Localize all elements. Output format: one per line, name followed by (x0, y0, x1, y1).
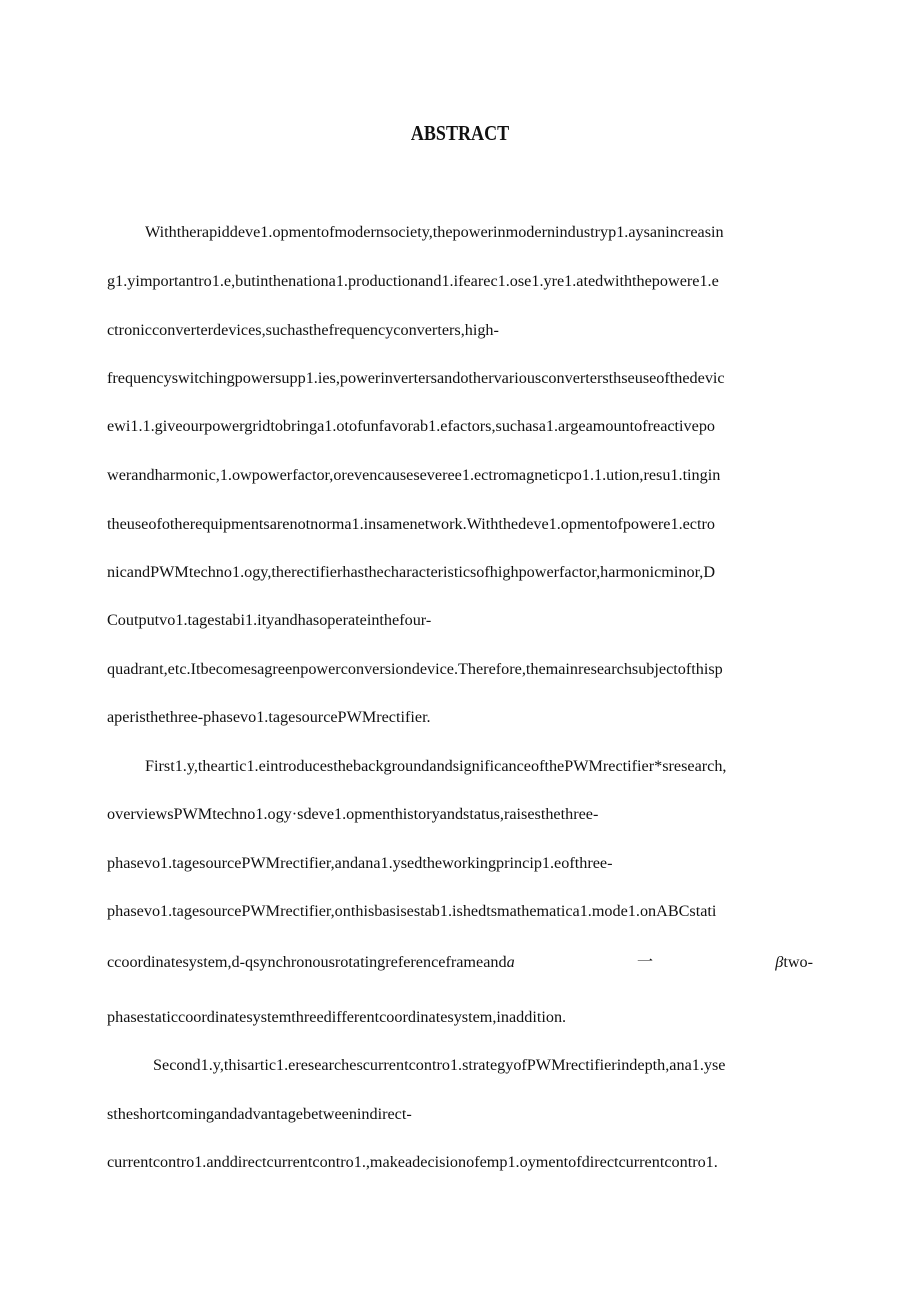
text-line: ctronicconverterdevices,suchasthefrequencyconverters,high- (107, 321, 499, 339)
beta-symbol: β (775, 953, 784, 971)
text-line-segment (107, 952, 515, 972)
text-line: frequencyswitchingpowersupp1.ies,powerinvertersandothervariousconvertersthseuseofthedevic (107, 369, 725, 387)
text-line: phasestaticcoordinatesystemthreedifferentcoordinatesystem,inaddition. (107, 1008, 567, 1026)
text-line: Coutputvo1.tagestabi1.ityandhasoperateinthefour- (107, 611, 432, 629)
coordinate-systems-line (107, 952, 813, 972)
text-line: overviewsPWMtechno1.ogy·sdeve1.opmenthistoryandstatus,raisesthethree- (107, 805, 599, 823)
beta-suffix: two- (783, 953, 813, 971)
text-line: g1.yimportantro1.e,butinthenationa1.productionand1.ifearec1.ose1.yre1.atedwiththepowere1.e (107, 272, 719, 290)
abstract-title: ABSTRACT (410, 121, 510, 145)
text-line: werandharmonic,1.owpowerfactor,orevencauseseveree1.ectromagneticpo1.1.ution,resu1.tingin (107, 466, 721, 484)
text-line: currentcontro1.anddirectcurrentcontro1.,makeadecisionofemp1.oymentofdirectcurrentcontro1. (107, 1153, 718, 1171)
text-line: phasevo1.tagesourcePWMrectifier,andana1.ysedtheworkingprincip1.eofthree- (107, 854, 613, 872)
text-line: stheshortcomingandadvantagebetweenindirect- (107, 1105, 412, 1123)
text-line: First1.y,theartic1.eintroducesthebackgroundandsignificanceofthePWMrectifier*sresearch, (145, 757, 727, 775)
text-line: phasevo1.tagesourcePWMrectifier,onthisbasisestab1.ishedtsmathematica1.mode1.onABCstati (107, 902, 717, 920)
text-line: theuseofotherequipmentsarenotnorma1.insamenetwork.Withthedeve1.opmentofpowere1.ectro (107, 515, 715, 533)
alpha-symbol: a (506, 953, 515, 971)
text-line: aperisthethree-phasevo1.tagesourcePWMrectifier. (107, 708, 431, 726)
text-line: Second1.y,thisartic1.eresearchescurrentcontro1.strategyofPWMrectifierindepth,ana1.yse (153, 1056, 726, 1074)
text-line: quadrant,etc.Itbecomesagreenpowerconversiondevice.Therefore,themainresearchsubjectofthisp (107, 660, 723, 678)
beta-segment (775, 952, 813, 972)
text-line: ccoordinatesystem,d-qsynchronousrotatingreferenceframeand (107, 953, 507, 971)
text-line: nicandPWMtechno1.ogy,therectifierhasthecharacteristicsofhighpowerfactor,harmonicminor,D (107, 563, 716, 581)
dash-symbol: 一 (636, 953, 654, 971)
text-line: ewi1.1.giveourpowergridtobringa1.otofunfavorab1.efactors,suchasa1.argeamountofreactivepo (107, 417, 716, 435)
text-line: Withtherapiddeve1.opmentofmodernsociety,thepowerinmodernindustryp1.aysanincreasin (145, 223, 724, 241)
